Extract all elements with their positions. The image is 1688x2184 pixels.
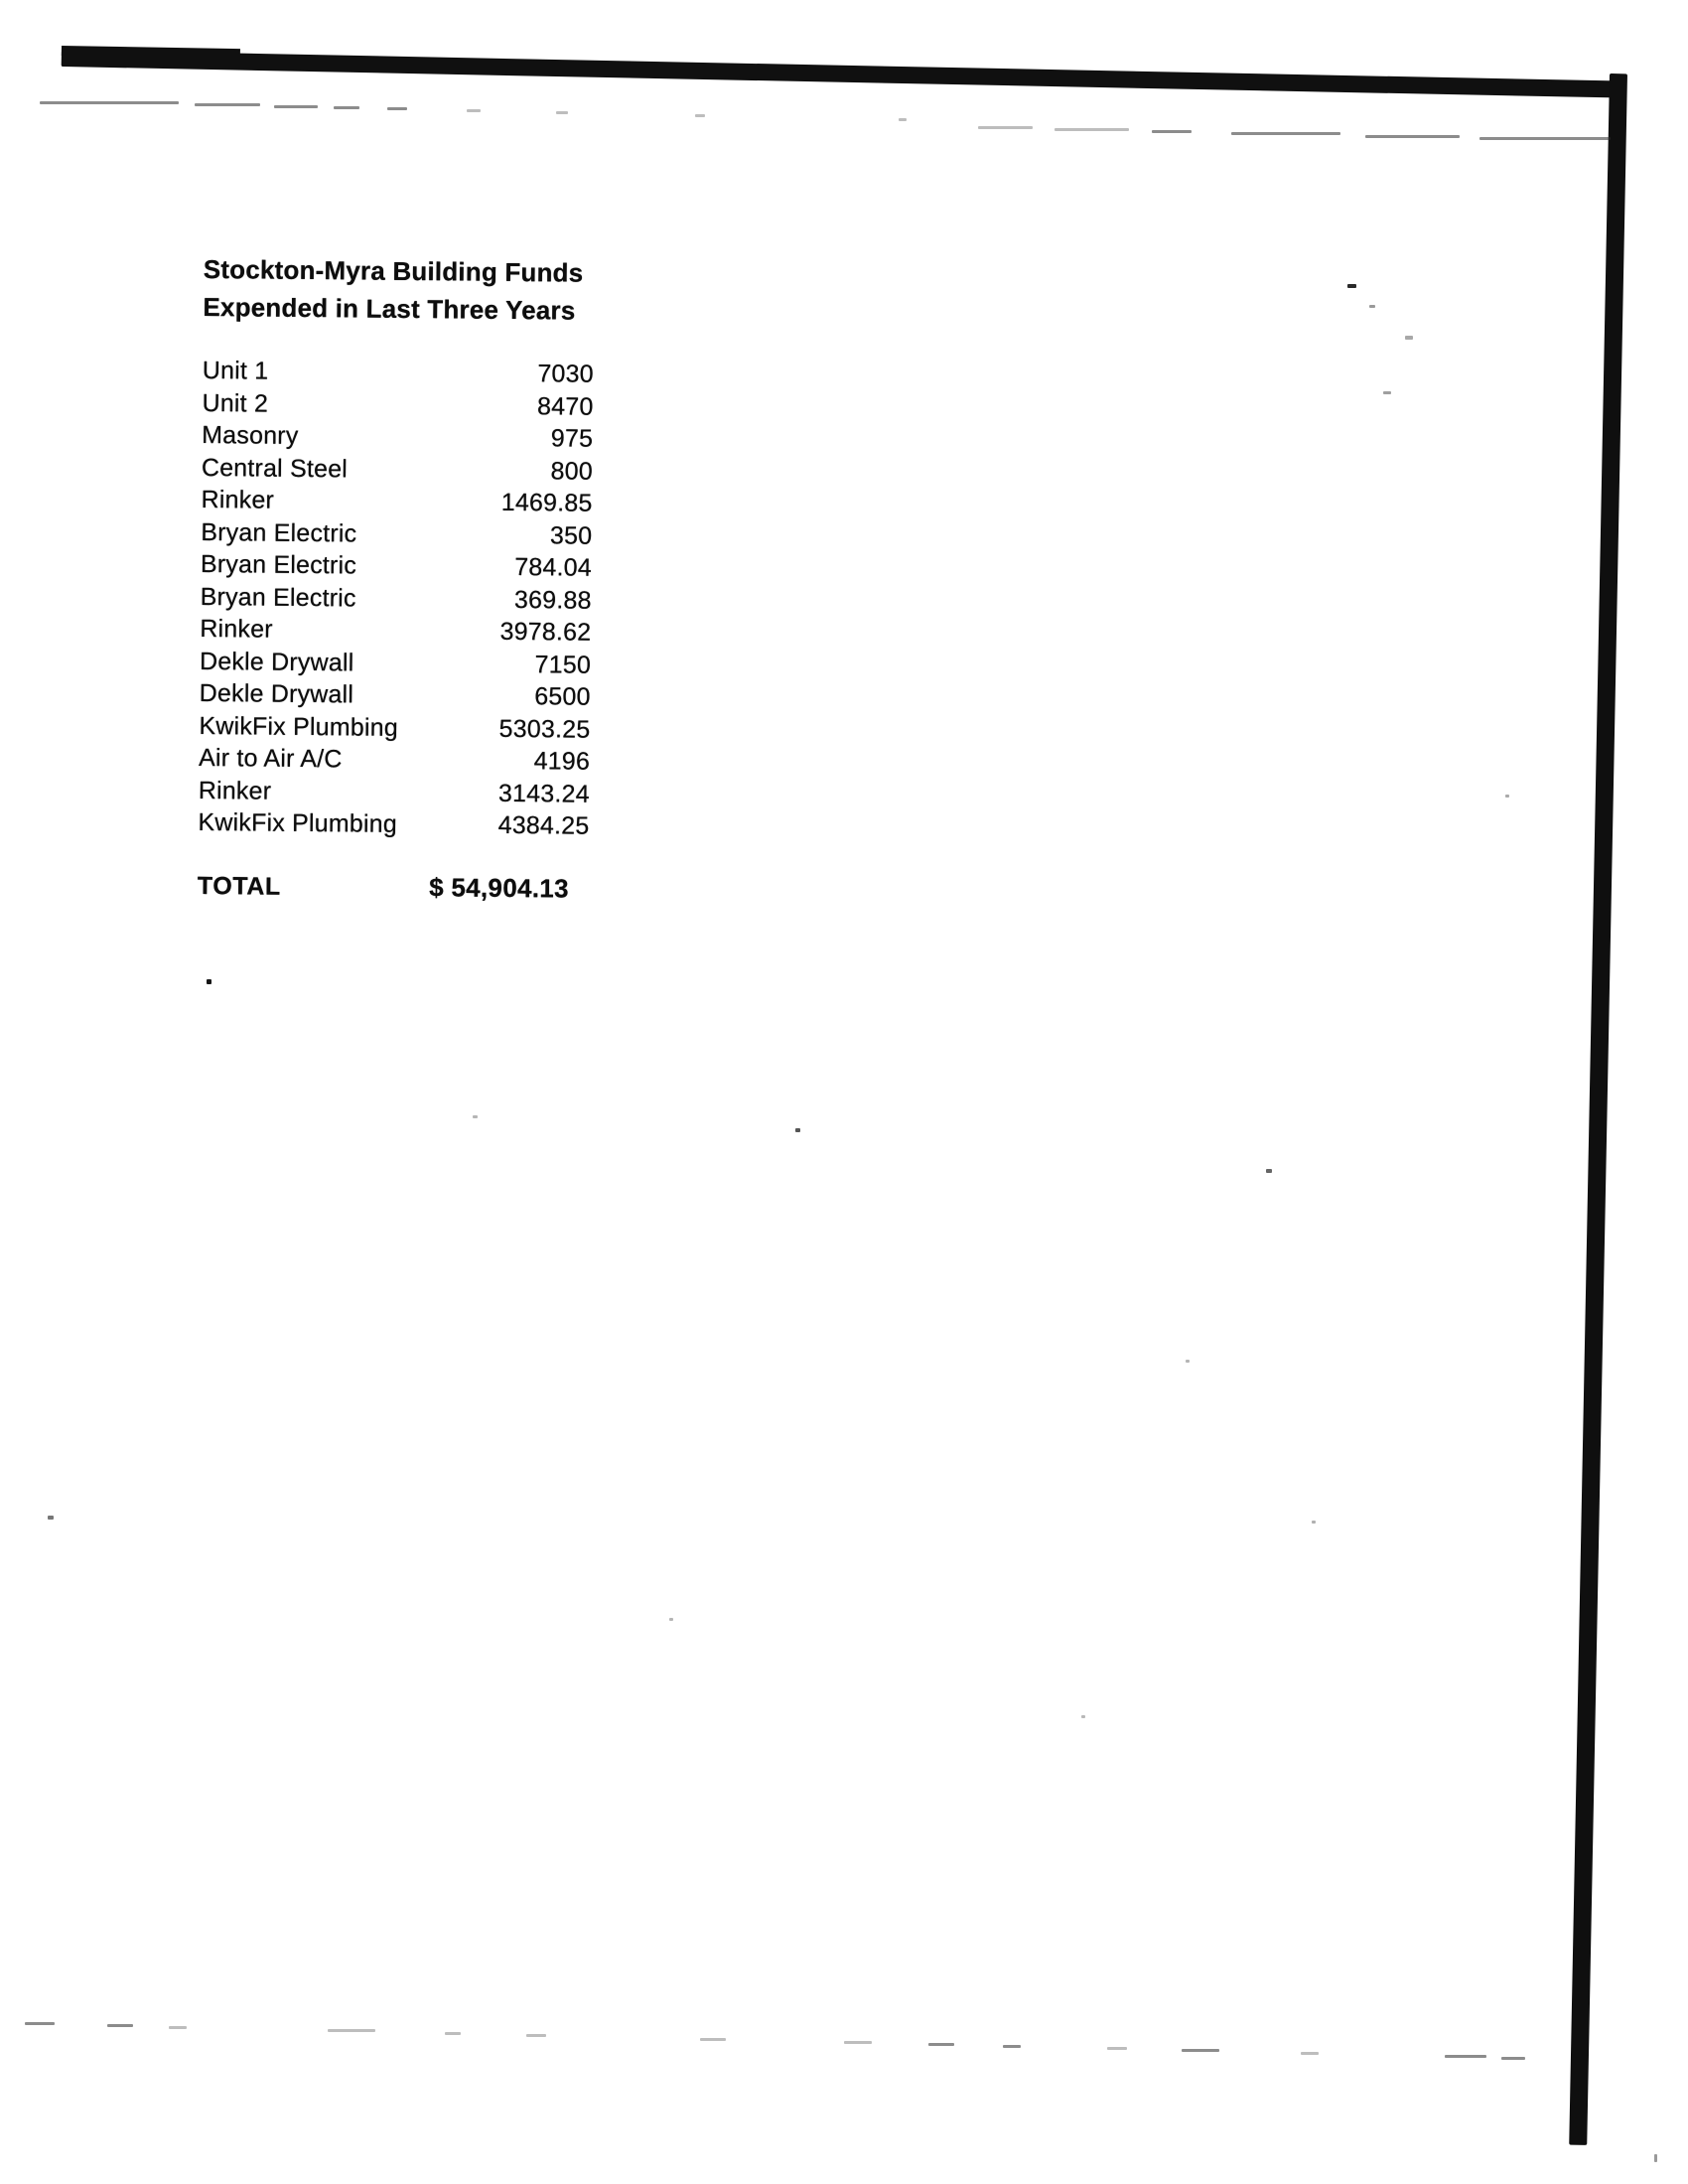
expense-amount: 7030 — [537, 360, 594, 388]
scan-speck — [669, 1618, 673, 1621]
expense-label: Bryan Electric — [200, 582, 356, 612]
scan-speck — [1312, 1521, 1316, 1524]
expense-label: Bryan Electric — [200, 549, 357, 580]
expense-label: KwikFix Plumbing — [198, 807, 398, 838]
expense-row — [202, 419, 593, 455]
expense-label: Masonry — [202, 420, 299, 450]
expense-label: Rinker — [198, 776, 272, 805]
expense-amount: 800 — [550, 456, 594, 486]
expense-row — [200, 677, 591, 713]
expense-amount: 7150 — [534, 650, 592, 679]
expense-label: Rinker — [200, 614, 273, 644]
expense-row — [199, 709, 590, 745]
total-row — [198, 867, 569, 905]
expense-row — [201, 484, 592, 519]
scan-dash — [445, 2032, 461, 2035]
scan-dash — [695, 114, 705, 117]
scan-speck — [1505, 795, 1509, 798]
scan-dash — [1152, 130, 1192, 133]
scan-dash — [1501, 2057, 1525, 2060]
expense-label: Central Steel — [201, 453, 349, 483]
expense-amount: 6500 — [534, 682, 591, 711]
expense-amount: 5303.25 — [498, 714, 591, 744]
scan-speck — [795, 1128, 800, 1132]
expense-label: Dekle Drywall — [199, 647, 354, 676]
scan-dash — [556, 111, 568, 114]
expense-label: Dekle Drywall — [199, 678, 354, 709]
document-title-line-2: Expended in Last Three Years — [203, 291, 576, 326]
scan-speck — [48, 1516, 54, 1520]
expense-row — [201, 548, 592, 584]
scan-dash — [274, 105, 318, 108]
scan-speck — [1654, 2154, 1657, 2162]
scan-dash — [1365, 135, 1460, 138]
scan-dash — [387, 107, 407, 110]
scan-dash — [1445, 2055, 1486, 2058]
document-body — [198, 250, 601, 905]
expense-row — [200, 613, 591, 649]
scan-dash — [107, 2024, 133, 2027]
expense-label: Rinker — [201, 485, 275, 514]
expense-amount: 3978.62 — [499, 617, 592, 647]
scan-speck — [1081, 1715, 1085, 1718]
expense-label: Air to Air A/C — [198, 743, 343, 774]
scan-speck — [1369, 305, 1375, 308]
expense-row — [203, 355, 594, 390]
top-scan-border — [62, 50, 1623, 98]
scan-dash — [1479, 137, 1611, 140]
expense-amount: 1469.85 — [500, 488, 593, 517]
scan-speck — [1347, 284, 1356, 288]
expense-row — [199, 774, 590, 809]
expense-amount: 369.88 — [513, 585, 592, 615]
scan-speck — [1405, 336, 1413, 340]
scan-speck — [1266, 1169, 1272, 1173]
scan-speck — [207, 979, 211, 984]
expense-row — [202, 386, 593, 422]
expense-row — [202, 451, 593, 487]
expense-label: KwikFix Plumbing — [199, 711, 399, 742]
scan-dash — [899, 118, 907, 121]
scan-dash — [1301, 2052, 1319, 2055]
scan-dash — [1107, 2047, 1127, 2050]
expense-row — [201, 515, 592, 551]
expense-amount: 784.04 — [514, 553, 593, 582]
scan-dash — [25, 2022, 55, 2025]
total-amount: $ 54,904.13 — [429, 871, 569, 904]
scan-dash — [700, 2038, 726, 2041]
expense-row — [198, 806, 589, 842]
total-label: TOTAL — [197, 871, 282, 901]
scan-dash — [978, 126, 1033, 129]
expense-list — [198, 355, 594, 842]
scan-dash — [334, 106, 359, 109]
scan-speck — [1383, 391, 1391, 394]
document-title-line-1: Stockton-Myra Building Funds — [203, 253, 584, 288]
expense-label: Unit 1 — [202, 356, 269, 385]
scan-dash — [169, 2026, 187, 2029]
expense-label: Unit 2 — [202, 388, 269, 418]
right-scan-border — [1569, 73, 1627, 2145]
expense-amount: 4196 — [533, 747, 591, 776]
scan-dash — [328, 2029, 375, 2032]
expense-amount: 8470 — [536, 391, 594, 421]
scan-dash — [1055, 128, 1129, 131]
expense-amount: 975 — [550, 424, 594, 453]
scan-dash — [1231, 132, 1340, 135]
scan-dash — [40, 101, 179, 104]
expense-amount: 4384.25 — [497, 810, 590, 840]
scan-dash — [467, 109, 481, 112]
expense-amount: 350 — [549, 520, 593, 550]
scan-dash — [1003, 2045, 1021, 2048]
expense-amount: 3143.24 — [497, 779, 590, 808]
scan-dash — [526, 2034, 546, 2037]
scan-dash — [195, 103, 260, 106]
scan-dash — [928, 2043, 954, 2046]
expense-row — [199, 742, 590, 778]
scan-dash — [844, 2041, 872, 2044]
expense-label: Bryan Electric — [201, 517, 357, 547]
expense-row — [200, 645, 591, 680]
scan-speck — [1186, 1360, 1190, 1363]
expense-row — [200, 580, 591, 616]
scan-dash — [1182, 2049, 1219, 2052]
scan-speck — [473, 1115, 478, 1118]
